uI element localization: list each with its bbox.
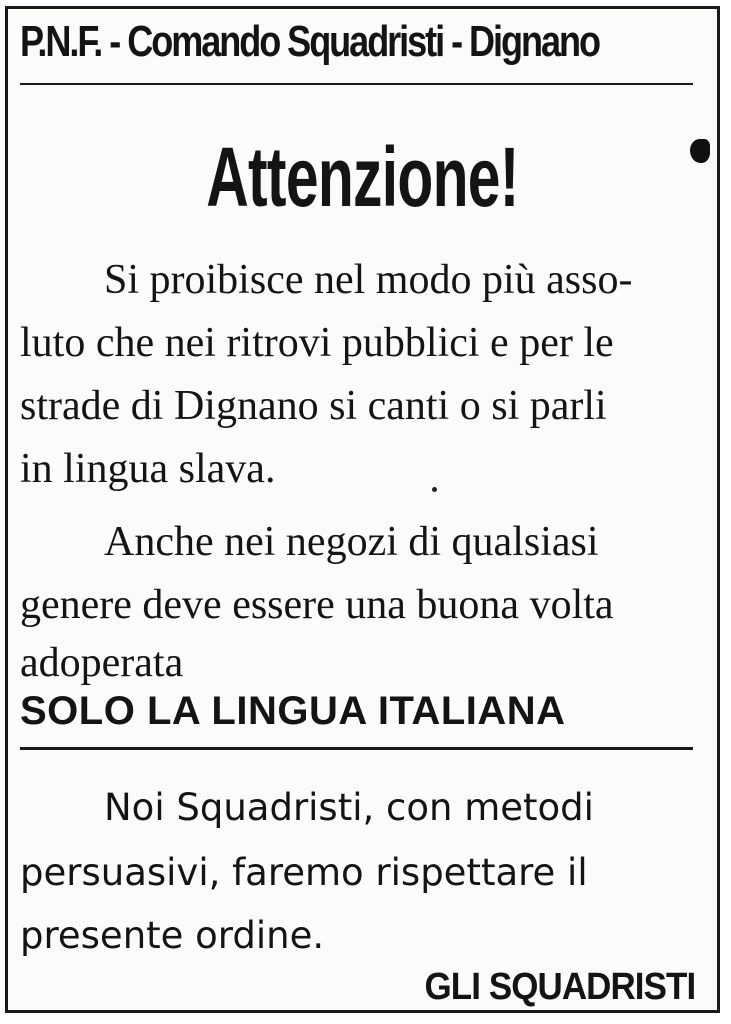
header-title: P.N.F. - Comando Squadristi - Dignano	[20, 17, 599, 66]
paragraph3-line2: persuasivi, faremo rispettare il	[20, 851, 588, 894]
emphasis-divider	[20, 747, 693, 750]
page-title: Attenzione!	[206, 130, 519, 224]
paragraph1-line1: Si proibisce nel modo più asso-	[104, 257, 633, 303]
paragraph2-line2: genere deve essere una buona volta	[20, 582, 614, 628]
paragraph2-line3: adoperata	[20, 640, 184, 686]
paragraph3-line3: presente ordine.	[20, 914, 325, 957]
paragraph1-line2: luto che nei ritrovi pubblici e per le	[20, 320, 614, 366]
header-divider	[20, 83, 693, 85]
poster-frame	[5, 6, 720, 1013]
paragraph2-line1: Anche nei negozi di qualsiasi	[104, 519, 599, 565]
emphasis-heading: SOLO LA LINGUA ITALIANA	[20, 689, 566, 733]
signature: GLI SQUADRISTI	[424, 966, 695, 1008]
paragraph1-line3: strade di Dignano si canti o si parli	[20, 383, 607, 429]
ink-speck	[432, 487, 437, 492]
paragraph3-line1: Noi Squadristi, con metodi	[104, 786, 594, 829]
ink-spot	[690, 139, 710, 163]
paragraph1-line4: in lingua slava.	[20, 446, 276, 492]
